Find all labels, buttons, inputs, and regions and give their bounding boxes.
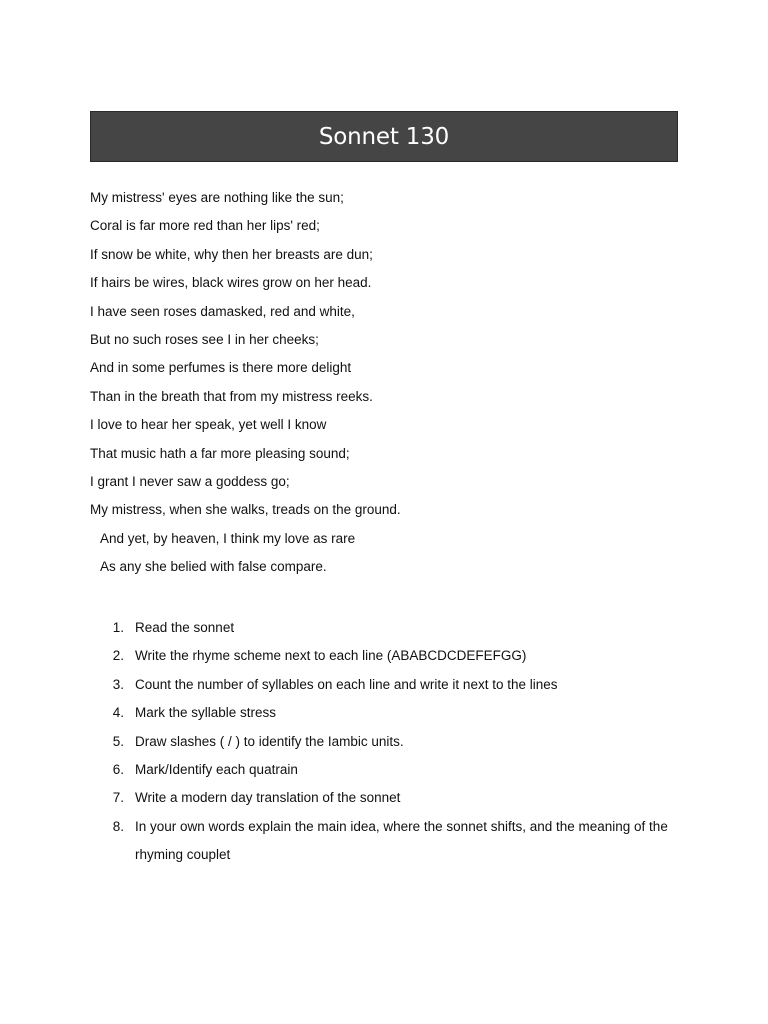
- page-title: Sonnet 130: [318, 123, 450, 150]
- task-list: [90, 614, 680, 870]
- task-text: Mark the syllable stress: [135, 705, 277, 721]
- poem-line: That music hath a far more pleasing sound;: [90, 445, 350, 461]
- poem-line: Coral is far more red than her lips' red;: [90, 218, 320, 234]
- task-text: Read the sonnet: [135, 620, 235, 635]
- task-item: [90, 784, 680, 812]
- task-text: Count the number of syllables on each line and write it next to the lines: [135, 676, 558, 692]
- task-text: In your own words explain the main idea, where the sonnet shifts, and the meaning of the rhyming couplet: [135, 818, 668, 863]
- task-item: [90, 699, 680, 727]
- poem-line: If snow be white, why then her breasts are dun;: [90, 246, 373, 262]
- poem-line: If hairs be wires, black wires grow on her head.: [90, 275, 372, 291]
- task-number: 8.: [112, 818, 124, 834]
- task-item: [90, 813, 680, 870]
- title-banner: [90, 111, 678, 162]
- task-number: 6.: [112, 762, 124, 778]
- poem-line: And in some perfumes is there more delight: [90, 360, 352, 376]
- poem-line: I love to hear her speak, yet well I know: [90, 417, 327, 433]
- task-item: [90, 671, 680, 699]
- task-item: [90, 642, 680, 670]
- task-item: [90, 728, 680, 756]
- task-text: Write the rhyme scheme next to each line (ABABCDCDEFEFGG): [135, 648, 527, 664]
- poem-line: I have seen roses damasked, red and white,: [90, 303, 355, 319]
- task-number: 3.: [112, 676, 124, 692]
- poem-text: [90, 188, 690, 585]
- couplet-line: And yet, by heaven, I think my love as rare: [100, 530, 356, 546]
- task-text: Mark/Identify each quatrain: [135, 762, 298, 778]
- task-number: 7.: [112, 790, 124, 806]
- task-number: 1.: [112, 620, 124, 635]
- couplet-line: As any she belied with false compare.: [100, 559, 327, 575]
- task-item: [90, 756, 680, 784]
- task-number: 2.: [112, 648, 124, 664]
- task-text: Draw slashes ( / ) to identify the Iambic units.: [135, 733, 404, 749]
- poem-line: My mistress' eyes are nothing like the sun;: [90, 190, 344, 205]
- task-item: [90, 614, 680, 642]
- poem-line: But no such roses see I in her cheeks;: [90, 331, 319, 347]
- task-text: Write a modern day translation of the sonnet: [135, 790, 401, 806]
- poem-line: Than in the breath that from my mistress reeks.: [90, 388, 373, 404]
- poem-line: My mistress, when she walks, treads on the ground.: [90, 502, 401, 518]
- task-number: 5.: [112, 733, 124, 749]
- poem-line: I grant I never saw a goddess go;: [90, 473, 290, 489]
- task-number: 4.: [112, 705, 124, 721]
